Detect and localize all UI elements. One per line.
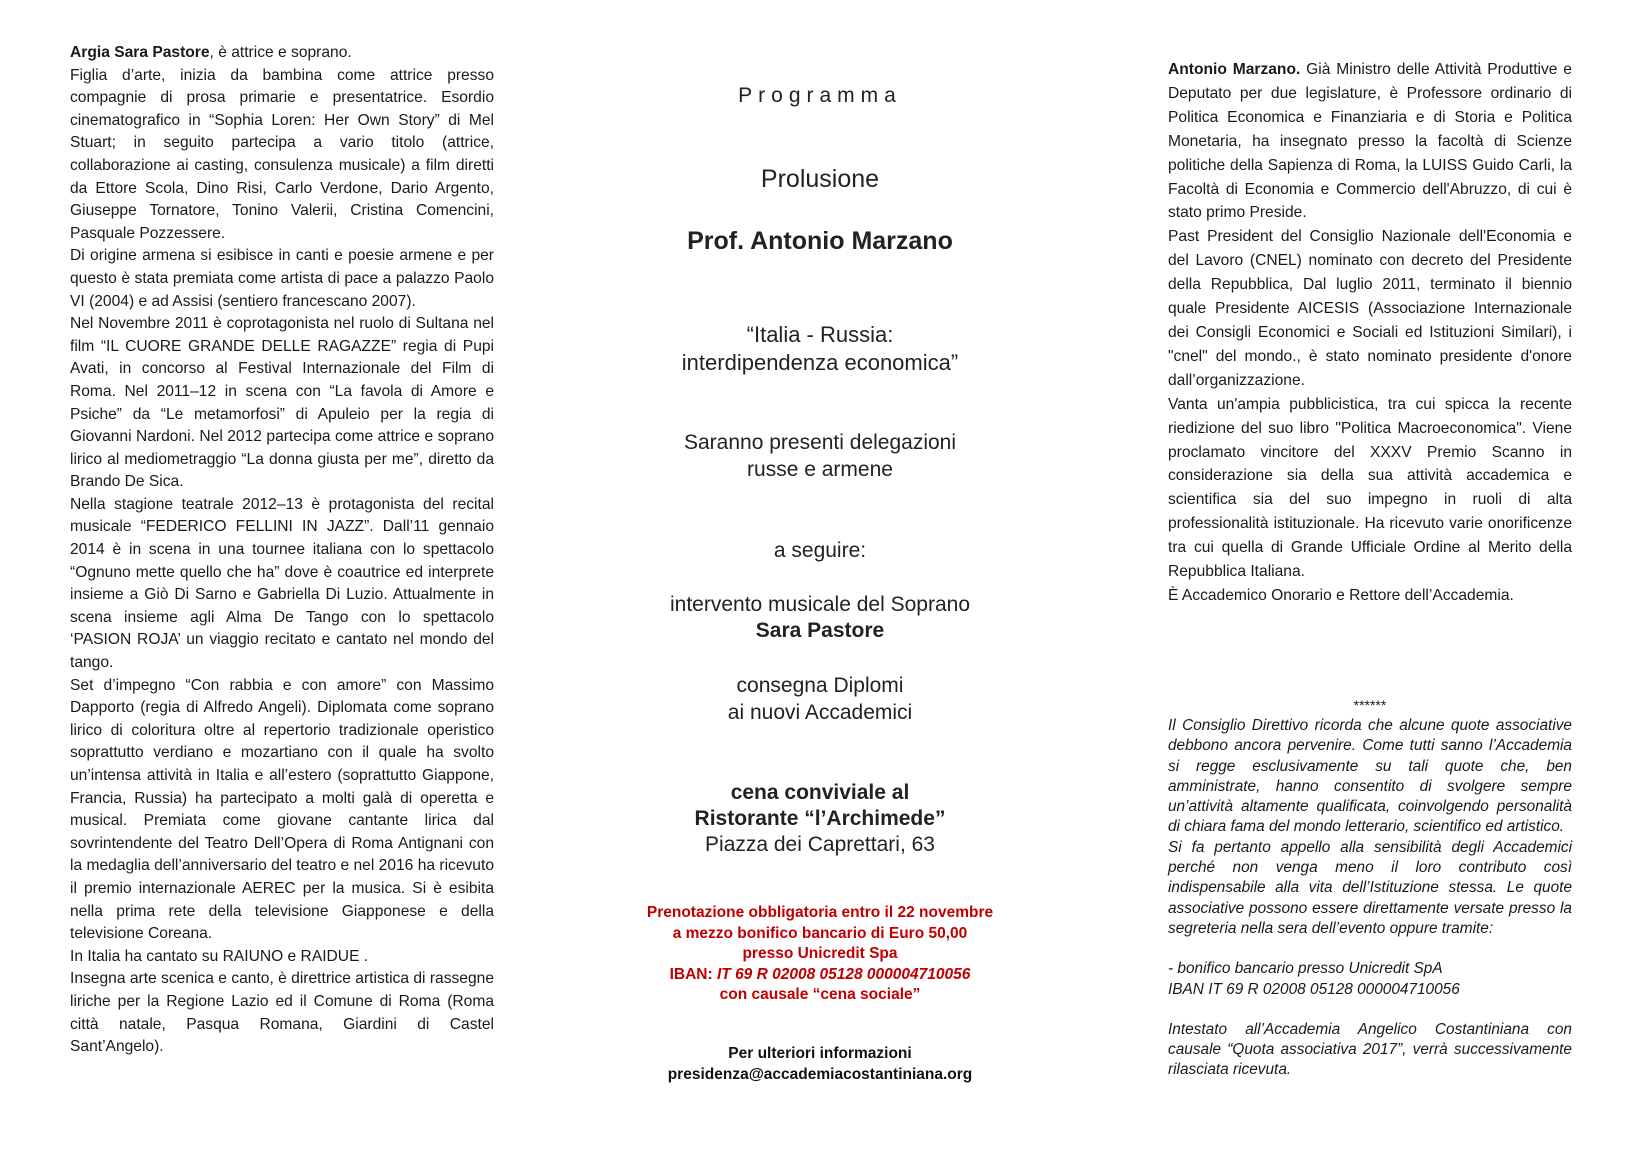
talk-title-line: interdipendenza economica”: [681, 350, 959, 375]
bio-paragraph: Vanta un'ampia pubblicistica, tra cui spicca la recente riedizione del suo libro "Politica Macroeconomica". Viene proclamato vincitore del XXXV Premio Scanno in considerazione sia della sua attività accademica e scientifica sia del suo impegno in ruoli di alta professionalità istituzionale. Ha ricevuto varie onorificenze tra cui quella di Grande Ufficiale Ordine al Merito della Repubblica Italiana.: [1168, 395, 1572, 581]
program-heading: Programma: [738, 84, 902, 107]
contact-label: Per ulteriori informazioni: [728, 1045, 912, 1062]
reservation-line: a mezzo bonifico bancario di Euro 50,00: [672, 924, 968, 942]
delegations-line: russe e armene: [747, 458, 893, 481]
contact-email[interactable]: presidenza@accademiacostantiniana.org: [667, 1066, 973, 1083]
bio-paragraph: In Italia ha cantato su RAIUNO e RAIDUE .: [70, 947, 369, 965]
bio-name: Antonio Marzano.: [1168, 61, 1301, 78]
bio-paragraph: Nel Novembre 2011 è coprotagonista nel ruolo di Sultana nel film “IL CUORE GRANDE DELLE RAGAZZE” regia di Pupi Avati, in concorso al Festival Internazionale del Film di Roma. Nel 2011–12 in scena con “La favola di Amore e Psiche” da “Le metamorfosi” di Apuleio per la regia di Giovanni Nardoni. Nel 2012 partecipa come attrice e soprano lirico al mediometraggio “La donna giusta per me”, diretto da Brando De Sica.: [70, 315, 494, 491]
reservation-line: presso Unicredit Spa: [742, 945, 898, 962]
note-paragraph: Il Consiglio Direttivo ricorda che alcune quote associative debbono ancora pervenire. Come tutti sanno l’Accademia si regge esclusivamente su tali quote che, ben amministrate, hanno consentito di svolgere sempre un’attività altamente qualificata, coinvolgendo personalità di chiara fama del mondo letterario, scientifico ed artistico.: [1168, 717, 1572, 836]
diplomas-line: consegna Diplomi: [736, 674, 904, 697]
restaurant-name: Ristorante “l’Archimede”: [694, 807, 946, 830]
reservation-line: con causale “cena sociale”: [719, 986, 921, 1003]
speaker-name: Prof. Antonio Marzano: [687, 227, 953, 255]
left-column-biography: [70, 42, 494, 1059]
music-intervention: [615, 592, 1025, 644]
contact-info: [615, 1043, 1025, 1085]
prolusione-heading: Prolusione: [760, 165, 880, 193]
bio-intro-rest: , è attrice e soprano.: [209, 44, 352, 61]
bio-paragraph: Di origine armena si esibisce in canti e poesie armene e per questo è stata premiata come artista di pace a palazzo Paolo VI (2004) e ad Assisi (sentiero francescano 2007).: [70, 247, 494, 310]
reservation-line: Prenotazione obbligatoria entro il 22 novembre: [646, 904, 994, 921]
bio-paragraph: Past President del Consiglio Nazionale dell'Economia e del Lavoro (CNEL) nominato con decreto del Presidente della Repubblica, Dal luglio 2011, terminato il biennio quale Presidente AICESIS (Associazione Internazionale dei Consigli Economici e Sociali ed Istituzioni Similari), i "cnel" del mondo., è stato nominato presidente d'onore dall’organizzazione.: [1168, 228, 1572, 389]
spacer: [1168, 939, 1572, 959]
music-line: intervento musicale del Soprano: [669, 593, 970, 616]
talk-title-line: “Italia - Russia:: [746, 322, 894, 347]
bio-paragraph: Figlia d’arte, inizia da bambina come attrice presso compagnie di prosa primarie e presentatrice. Esordio cinematografico in “Sophia Loren: Her Own Story” di Mel Stuart; in seguito partecipa a vario titolo (attrice, collaborazione ai casting, consulenza musicale) a film diretti da Ettore Scola, Dino Risi, Carlo Verdone, Dario Argento, Giuseppe Tornatore, Tonino Valerii, Cristina Comencini, Pasquale Pozzessere.: [70, 66, 494, 242]
bio-paragraph: Nella stagione teatrale 2012–13 è protagonista del recital musicale “FEDERICO FELLINI IN JAZZ”. Dall’11 gennaio 2014 è in scena in una tournee italiana con lo spettacolo “Ognuno mette quello che ha” dove è coautrice ed interprete insieme a Giò Di Sarno e Gabriella Di Luzio. Attualmente in scena insieme agli Alma De Tango con lo spettacolo ‘PASION ROJA’ un viaggio recitato e cantato nel mondo del tango.: [70, 495, 494, 672]
right-column-biography: [1168, 58, 1572, 608]
spacer: [1168, 1000, 1572, 1020]
delegations-line: Saranno presenti delegazioni: [683, 431, 957, 454]
reservation-notice: [615, 903, 1025, 1006]
membership-fee-note: [1168, 716, 1572, 1081]
note-iban-line: IBAN IT 69 R 02008 05128 000004710056: [1168, 980, 1460, 998]
bio-intro-rest: Già Ministro delle Attività Produttive e Deputato per due legislature, è Professore ordinario di Politica Economica e Finanziaria e di Storia e Politica Monetaria, ha insegnato presso la facoltà di Scienze politiche della Sapienza di Roma, la LUISS Guido Carli, la Facoltà di Economia e Commercio dell'Abruzzo, di cui è stato primo Preside.: [1168, 61, 1572, 222]
bio-paragraph: Insegna arte scenica e canto, è direttrice artistica di rassegne liriche per la Regione Lazio ed il Comune di Roma (Roma città natale, Pasqua Romana, Giardini di Castel Sant’Angelo).: [70, 970, 494, 1056]
dinner-info: [615, 780, 1025, 858]
note-paragraph: Intestato all’Accademia Angelico Costantiniana con causale “Quota associativa 2017”, verrà successivamente rilasciata ricevuta.: [1168, 1020, 1572, 1079]
bio-name: Argia Sara Pastore: [70, 44, 210, 61]
iban-value: IT 69 R 02008 05128 000004710056: [716, 965, 971, 983]
dinner-line: cena conviviale al: [730, 781, 910, 804]
note-bank-line: - bonifico bancario presso Unicredit SpA: [1168, 960, 1443, 978]
bio-paragraph: Set d’impegno “Con rabbia e con amore” con Massimo Dapporto (regia di Alfredo Angeli). Diplomata come soprano lirico di coloritura oltre al repertorio tradizionale operistico soprattutto verdiano e mozartiano con il quale ha svolto un’intensa attività in Italia e all’estero (soprattutto Giappone, Francia, Russia) ha partecipato a molti galà di operetta e musical. Premiata come giovane cantante lirica dal sovrintendente del Teatro Dell’Opera di Roma Antignani con la medaglia dell’anniversario del teatro e nel 2016 ha ricevuto il premio internazionale AEREC per la musica. Si è esibita nella prima rete della televisione Giapponese e della televisione Coreana.: [70, 676, 494, 943]
restaurant-address: Piazza dei Caprettari, 63: [705, 833, 935, 856]
bio-paragraph: È Accademico Onorario e Rettore dell’Accademia.: [1168, 586, 1514, 604]
soprano-name: Sara Pastore: [755, 619, 885, 642]
diplomas-note: [615, 672, 1025, 726]
iban-label: IBAN:: [669, 965, 713, 983]
delegations-note: [615, 429, 1025, 483]
talk-title: [615, 321, 1025, 377]
following-label: a seguire:: [773, 539, 867, 562]
diplomas-line: ai nuovi Accademici: [727, 701, 913, 724]
section-divider: ******: [1353, 697, 1387, 713]
note-paragraph: Si fa pertanto appello alla sensibilità degli Accademici perché non venga meno il loro contributo così indispensabile alla vita dell’Istituzione stessa. Le quote associative possono essere direttamente versate presso la segreteria nella sera dell’evento oppure tramite:: [1168, 838, 1572, 937]
bio-intro: [70, 42, 494, 65]
bio-intro: [1168, 58, 1572, 225]
